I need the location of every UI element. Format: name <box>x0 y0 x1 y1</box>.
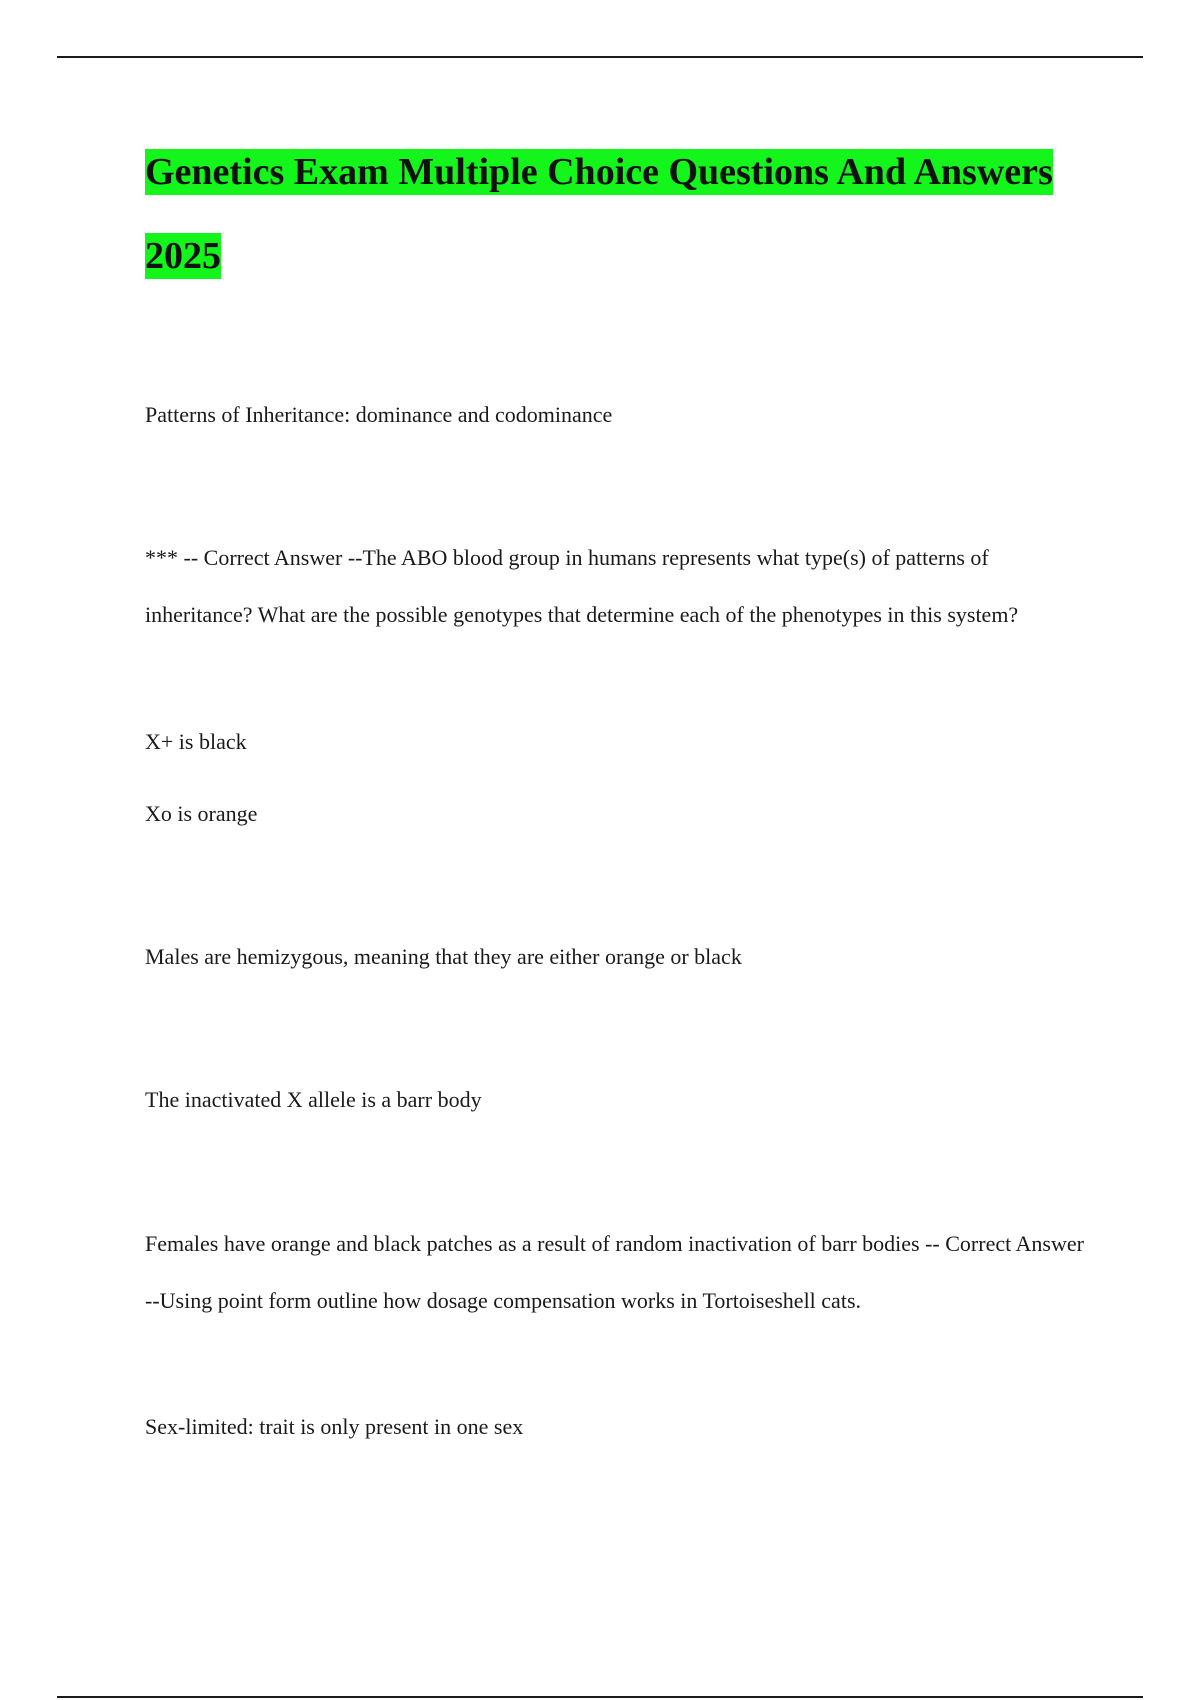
header-rule <box>57 56 1143 58</box>
paragraph-xo-orange: Xo is orange <box>145 801 258 826</box>
paragraph-males-hemizygous: Males are hemizygous, meaning that they are either orange or black <box>145 944 742 969</box>
title-highlight: Genetics Exam Multiple Choice Questions And Answers 2025 <box>145 151 1053 277</box>
paragraph-dosage-compensation: Females have orange and black patches as a result of random inactivation of barr bodies -- Correct Answer --Using point form outline how dosage compensation works in Tortoiseshell cats. <box>145 1231 1084 1313</box>
paragraph-patterns-of-inheritance: Patterns of Inheritance: dominance and codominance <box>145 402 613 427</box>
paragraph-x-plus-black: X+ is black <box>145 729 247 754</box>
paragraph-sex-limited: Sex-limited: trait is only present in one sex <box>145 1414 524 1439</box>
footer-rule <box>57 1696 1143 1698</box>
paragraph-abo-question: *** -- Correct Answer --The ABO blood group in humans represents what type(s) of patterns of inheritance? What are the possible genotypes that determine each of the phenotypes in this system? <box>145 545 1019 627</box>
document-title <box>145 130 1085 298</box>
paragraph-barr-body: The inactivated X allele is a barr body <box>145 1087 482 1112</box>
